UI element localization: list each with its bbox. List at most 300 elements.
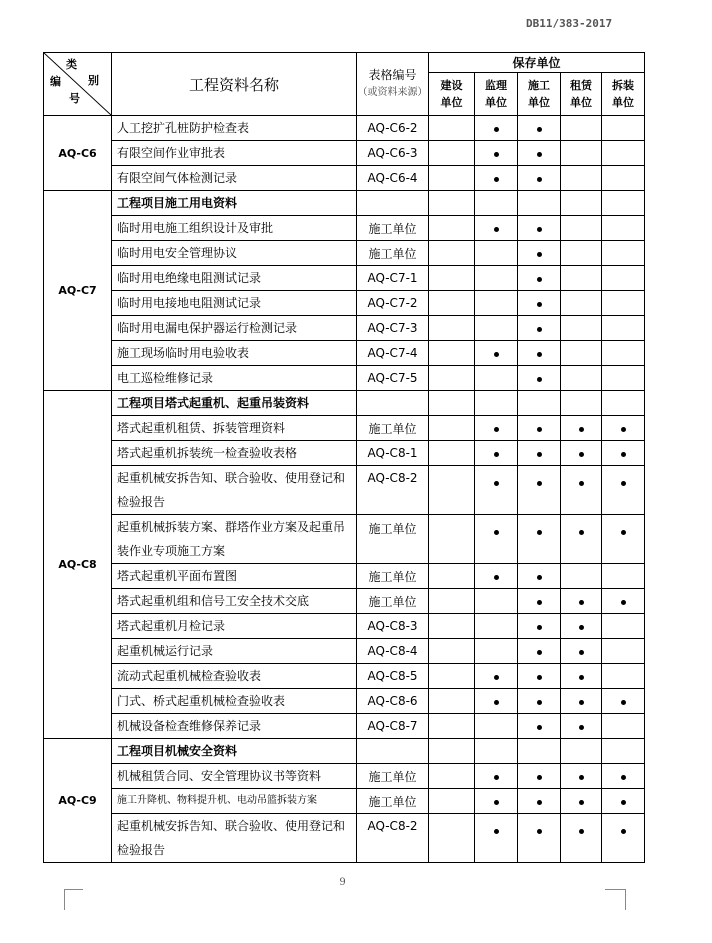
bullet-mark-icon xyxy=(537,481,542,486)
table-row xyxy=(44,341,645,366)
save-mark-cell xyxy=(602,366,645,391)
save-mark-cell xyxy=(602,416,645,441)
form-code xyxy=(357,191,429,216)
save-mark-cell xyxy=(602,814,645,863)
bullet-mark-icon xyxy=(494,352,499,357)
bullet-mark-icon xyxy=(579,700,584,705)
save-mark-cell xyxy=(518,241,561,266)
record-name: 临时用电漏电保护器运行检测记录 xyxy=(112,316,357,341)
bullet-mark-icon xyxy=(537,800,542,805)
save-mark-cell xyxy=(475,466,518,515)
bullet-mark-icon xyxy=(579,452,584,457)
save-mark-cell xyxy=(561,241,602,266)
save-mark-cell xyxy=(602,664,645,689)
document-standard-id: DB11/383-2017 xyxy=(526,17,613,30)
save-mark-cell xyxy=(475,814,518,863)
save-mark-cell xyxy=(602,216,645,241)
save-mark-cell xyxy=(518,739,561,764)
bullet-mark-icon xyxy=(579,800,584,805)
save-mark-cell xyxy=(602,614,645,639)
save-mark-cell xyxy=(475,416,518,441)
table-row xyxy=(44,166,645,191)
bullet-mark-icon xyxy=(579,829,584,834)
unit-line2: 单位 xyxy=(612,96,635,109)
save-mark-cell xyxy=(475,689,518,714)
record-name: 门式、桥式起重机械检查验收表 xyxy=(112,689,357,714)
save-mark-cell xyxy=(561,216,602,241)
save-mark-cell xyxy=(429,266,475,291)
save-mark-cell xyxy=(518,116,561,141)
bullet-mark-icon xyxy=(537,700,542,705)
bullet-mark-icon xyxy=(621,800,626,805)
unit-line2: 单位 xyxy=(440,96,463,109)
table-row xyxy=(44,614,645,639)
bullet-mark-icon xyxy=(537,530,542,535)
save-mark-cell xyxy=(602,291,645,316)
save-mark-cell xyxy=(429,316,475,341)
header-category-right: 别 xyxy=(88,74,99,87)
bullet-mark-icon xyxy=(537,377,542,382)
form-code: AQ-C7-4 xyxy=(357,341,429,366)
save-mark-cell xyxy=(518,391,561,416)
header-unit-supervisor xyxy=(475,73,518,116)
bullet-mark-icon xyxy=(494,530,499,535)
save-mark-cell xyxy=(561,191,602,216)
table-row xyxy=(44,316,645,341)
bullet-mark-icon xyxy=(537,575,542,580)
form-code: AQ-C8-7 xyxy=(357,714,429,739)
table-row xyxy=(44,266,645,291)
bullet-mark-icon xyxy=(537,600,542,605)
save-mark-cell xyxy=(561,614,602,639)
record-name: 流动式起重机械检查验收表 xyxy=(112,664,357,689)
save-mark-cell xyxy=(429,166,475,191)
unit-line1: 建设 xyxy=(440,79,463,92)
unit-line1: 监理 xyxy=(485,79,507,92)
table-row xyxy=(44,141,645,166)
form-code: 施工单位 xyxy=(357,589,429,614)
save-mark-cell xyxy=(429,739,475,764)
table-row xyxy=(44,416,645,441)
record-name: 起重机械运行记录 xyxy=(112,639,357,664)
table-row xyxy=(44,391,645,416)
bullet-mark-icon xyxy=(494,775,499,780)
record-name: 电工巡检维修记录 xyxy=(112,366,357,391)
header-unit-leasing xyxy=(561,73,602,116)
save-mark-cell xyxy=(429,341,475,366)
bullet-mark-icon xyxy=(621,600,626,605)
header-code-left: 编 xyxy=(50,75,61,88)
header-unit-installer xyxy=(602,73,645,116)
bullet-mark-icon xyxy=(537,327,542,332)
group-code: AQ-C7 xyxy=(44,191,112,391)
bullet-mark-icon xyxy=(537,427,542,432)
bullet-mark-icon xyxy=(537,152,542,157)
table-row xyxy=(44,466,645,515)
form-code: 施工单位 xyxy=(357,564,429,589)
save-mark-cell xyxy=(561,639,602,664)
bullet-mark-icon xyxy=(494,800,499,805)
save-mark-cell xyxy=(602,714,645,739)
header-document-name: 工程资料名称 xyxy=(112,53,357,116)
save-mark-cell xyxy=(429,366,475,391)
save-mark-cell xyxy=(429,216,475,241)
save-mark-cell xyxy=(429,789,475,814)
form-code: AQ-C8-2 xyxy=(357,466,429,515)
save-mark-cell xyxy=(429,614,475,639)
save-mark-cell xyxy=(561,391,602,416)
header-save-unit: 保存单位 xyxy=(429,53,645,73)
save-mark-cell xyxy=(518,141,561,166)
form-code: AQ-C8-2 xyxy=(357,814,429,863)
save-mark-cell xyxy=(475,191,518,216)
save-mark-cell xyxy=(561,739,602,764)
save-mark-cell xyxy=(475,714,518,739)
save-mark-cell xyxy=(561,564,602,589)
table-row xyxy=(44,739,645,764)
bullet-mark-icon xyxy=(621,700,626,705)
save-mark-cell xyxy=(518,614,561,639)
table-row xyxy=(44,291,645,316)
table-row xyxy=(44,116,645,141)
record-name: 塔式起重机拆装统一检查验收表格 xyxy=(112,441,357,466)
save-mark-cell xyxy=(475,564,518,589)
bullet-mark-icon xyxy=(621,775,626,780)
form-code: AQ-C6-3 xyxy=(357,141,429,166)
save-mark-cell xyxy=(518,515,561,564)
save-mark-cell xyxy=(518,191,561,216)
save-mark-cell xyxy=(561,714,602,739)
save-mark-cell xyxy=(602,564,645,589)
save-mark-cell xyxy=(475,441,518,466)
save-mark-cell xyxy=(429,191,475,216)
header-form-code-sub: （或资料来源） xyxy=(357,87,428,98)
bullet-mark-icon xyxy=(579,675,584,680)
save-mark-cell xyxy=(518,291,561,316)
record-name: 机械设备检查维修保养记录 xyxy=(112,714,357,739)
save-mark-cell xyxy=(429,291,475,316)
table-row xyxy=(44,216,645,241)
bullet-mark-icon xyxy=(621,452,626,457)
save-mark-cell xyxy=(602,241,645,266)
save-mark-cell xyxy=(429,664,475,689)
save-mark-cell xyxy=(561,664,602,689)
record-name: 工程项目机械安全资料 xyxy=(112,739,357,764)
form-code xyxy=(357,739,429,764)
form-code: AQ-C8-4 xyxy=(357,639,429,664)
save-mark-cell xyxy=(518,689,561,714)
record-name: 塔式起重机月检记录 xyxy=(112,614,357,639)
save-mark-cell xyxy=(561,466,602,515)
form-code: AQ-C8-1 xyxy=(357,441,429,466)
form-code: AQ-C7-1 xyxy=(357,266,429,291)
save-mark-cell xyxy=(475,166,518,191)
bullet-mark-icon xyxy=(537,302,542,307)
save-mark-cell xyxy=(475,789,518,814)
records-table xyxy=(43,52,645,863)
save-mark-cell xyxy=(518,216,561,241)
form-code: 施工单位 xyxy=(357,416,429,441)
group-code: AQ-C6 xyxy=(44,116,112,191)
category-code-header xyxy=(44,53,112,116)
header-unit-contractor xyxy=(518,73,561,116)
bullet-mark-icon xyxy=(494,427,499,432)
bullet-mark-icon xyxy=(621,481,626,486)
table-row xyxy=(44,241,645,266)
bullet-mark-icon xyxy=(494,481,499,486)
save-mark-cell xyxy=(602,116,645,141)
save-mark-cell xyxy=(475,341,518,366)
record-name: 临时用电绝缘电阻测试记录 xyxy=(112,266,357,291)
bullet-mark-icon xyxy=(494,177,499,182)
save-mark-cell xyxy=(602,689,645,714)
bullet-mark-icon xyxy=(537,675,542,680)
bullet-mark-icon xyxy=(494,575,499,580)
bullet-mark-icon xyxy=(537,277,542,282)
save-mark-cell xyxy=(518,814,561,863)
bullet-mark-icon xyxy=(579,650,584,655)
header-form-code xyxy=(357,53,429,116)
form-code: AQ-C8-6 xyxy=(357,689,429,714)
bullet-mark-icon xyxy=(537,352,542,357)
save-mark-cell xyxy=(475,391,518,416)
bullet-mark-icon xyxy=(579,625,584,630)
record-name: 有限空间气体检测记录 xyxy=(112,166,357,191)
table-row xyxy=(44,589,645,614)
save-mark-cell xyxy=(475,589,518,614)
save-mark-cell xyxy=(429,639,475,664)
bullet-mark-icon xyxy=(537,625,542,630)
table-row xyxy=(44,639,645,664)
save-mark-cell xyxy=(429,814,475,863)
form-code: AQ-C6-2 xyxy=(357,116,429,141)
record-name: 有限空间作业审批表 xyxy=(112,141,357,166)
bullet-mark-icon xyxy=(579,530,584,535)
bullet-mark-icon xyxy=(579,427,584,432)
bullet-mark-icon xyxy=(494,127,499,132)
save-mark-cell xyxy=(602,589,645,614)
save-mark-cell xyxy=(518,639,561,664)
save-mark-cell xyxy=(518,589,561,614)
record-name: 临时用电安全管理协议 xyxy=(112,241,357,266)
bullet-mark-icon xyxy=(537,775,542,780)
unit-line2: 单位 xyxy=(485,96,507,109)
save-mark-cell xyxy=(518,789,561,814)
table-row xyxy=(44,191,645,216)
header-category-top: 类 xyxy=(66,58,77,71)
save-mark-cell xyxy=(518,564,561,589)
table-row xyxy=(44,441,645,466)
unit-line2: 单位 xyxy=(570,96,592,109)
bullet-mark-icon xyxy=(494,675,499,680)
save-mark-cell xyxy=(602,466,645,515)
table-row xyxy=(44,366,645,391)
record-name: 工程项目施工用电资料 xyxy=(112,191,357,216)
bullet-mark-icon xyxy=(537,829,542,834)
save-mark-cell xyxy=(561,366,602,391)
record-name: 塔式起重机组和信号工安全技术交底 xyxy=(112,589,357,614)
save-mark-cell xyxy=(561,116,602,141)
table-row xyxy=(44,664,645,689)
bullet-mark-icon xyxy=(579,600,584,605)
save-mark-cell xyxy=(602,639,645,664)
bullet-mark-icon xyxy=(537,252,542,257)
bullet-mark-icon xyxy=(621,530,626,535)
record-name: 塔式起重机租赁、拆装管理资料 xyxy=(112,416,357,441)
group-code: AQ-C8 xyxy=(44,391,112,739)
save-mark-cell xyxy=(561,515,602,564)
save-mark-cell xyxy=(561,266,602,291)
save-mark-cell xyxy=(602,166,645,191)
save-mark-cell xyxy=(429,391,475,416)
save-mark-cell xyxy=(475,764,518,789)
save-mark-cell xyxy=(561,141,602,166)
save-mark-cell xyxy=(518,714,561,739)
save-mark-cell xyxy=(518,266,561,291)
save-mark-cell xyxy=(602,266,645,291)
bullet-mark-icon xyxy=(579,725,584,730)
save-mark-cell xyxy=(475,515,518,564)
table-row xyxy=(44,564,645,589)
save-mark-cell xyxy=(429,714,475,739)
save-mark-cell xyxy=(561,789,602,814)
form-code: AQ-C7-5 xyxy=(357,366,429,391)
save-mark-cell xyxy=(602,515,645,564)
save-mark-cell xyxy=(475,614,518,639)
table-row xyxy=(44,789,645,814)
save-mark-cell xyxy=(561,316,602,341)
group-code: AQ-C9 xyxy=(44,739,112,863)
unit-line1: 拆装 xyxy=(612,79,635,92)
save-mark-cell xyxy=(475,664,518,689)
save-mark-cell xyxy=(602,789,645,814)
save-mark-cell xyxy=(475,116,518,141)
form-code: AQ-C8-5 xyxy=(357,664,429,689)
header-form-code-title: 表格编号 xyxy=(368,68,417,82)
record-name: 塔式起重机平面布置图 xyxy=(112,564,357,589)
save-mark-cell xyxy=(429,241,475,266)
save-mark-cell xyxy=(518,366,561,391)
save-mark-cell xyxy=(475,639,518,664)
save-mark-cell xyxy=(475,739,518,764)
table-row xyxy=(44,515,645,564)
bullet-mark-icon xyxy=(621,829,626,834)
bullet-mark-icon xyxy=(537,650,542,655)
save-mark-cell xyxy=(518,441,561,466)
save-mark-cell xyxy=(602,739,645,764)
unit-line2: 单位 xyxy=(528,96,550,109)
save-mark-cell xyxy=(602,341,645,366)
save-mark-cell xyxy=(518,664,561,689)
save-mark-cell xyxy=(518,316,561,341)
record-name: 起重机械安拆告知、联合验收、使用登记和检验报告 xyxy=(112,814,357,863)
record-name: 工程项目塔式起重机、起重吊装资料 xyxy=(112,391,357,416)
form-code: 施工单位 xyxy=(357,241,429,266)
form-code: 施工单位 xyxy=(357,216,429,241)
save-mark-cell xyxy=(429,515,475,564)
save-mark-cell xyxy=(429,589,475,614)
record-name: 施工现场临时用电验收表 xyxy=(112,341,357,366)
bullet-mark-icon xyxy=(537,452,542,457)
header-code-bottom: 号 xyxy=(69,92,80,105)
save-mark-cell xyxy=(561,341,602,366)
save-mark-cell xyxy=(561,416,602,441)
save-mark-cell xyxy=(429,416,475,441)
bullet-mark-icon xyxy=(494,829,499,834)
save-mark-cell xyxy=(561,589,602,614)
table-row xyxy=(44,814,645,863)
save-mark-cell xyxy=(475,241,518,266)
record-name: 施工升降机、物料提升机、电动吊篮拆装方案 xyxy=(112,789,357,814)
bullet-mark-icon xyxy=(537,227,542,232)
record-name: 人工挖扩孔桩防护检查表 xyxy=(112,116,357,141)
form-code: 施工单位 xyxy=(357,515,429,564)
form-code: AQ-C7-3 xyxy=(357,316,429,341)
form-code: 施工单位 xyxy=(357,764,429,789)
bullet-mark-icon xyxy=(494,152,499,157)
save-mark-cell xyxy=(475,216,518,241)
form-code: AQ-C7-2 xyxy=(357,291,429,316)
table-row xyxy=(44,689,645,714)
form-code: AQ-C6-4 xyxy=(357,166,429,191)
save-mark-cell xyxy=(561,166,602,191)
save-mark-cell xyxy=(429,689,475,714)
save-mark-cell xyxy=(602,764,645,789)
save-mark-cell xyxy=(561,689,602,714)
save-mark-cell xyxy=(475,316,518,341)
save-mark-cell xyxy=(429,141,475,166)
record-name: 起重机械拆装方案、群塔作业方案及起重吊装作业专项施工方案 xyxy=(112,515,357,564)
table-row xyxy=(44,764,645,789)
bullet-mark-icon xyxy=(579,775,584,780)
crop-mark-bottom-left xyxy=(64,889,83,910)
form-code xyxy=(357,391,429,416)
crop-mark-bottom-right xyxy=(605,889,626,910)
save-mark-cell xyxy=(518,466,561,515)
save-mark-cell xyxy=(429,466,475,515)
record-name: 起重机械安拆告知、联合验收、使用登记和检验报告 xyxy=(112,466,357,515)
form-code: AQ-C8-3 xyxy=(357,614,429,639)
save-mark-cell xyxy=(561,764,602,789)
save-mark-cell xyxy=(429,116,475,141)
save-mark-cell xyxy=(602,441,645,466)
save-mark-cell xyxy=(475,366,518,391)
record-name: 临时用电接地电阻测试记录 xyxy=(112,291,357,316)
save-mark-cell xyxy=(518,764,561,789)
bullet-mark-icon xyxy=(537,127,542,132)
save-mark-cell xyxy=(602,391,645,416)
save-mark-cell xyxy=(561,441,602,466)
header-unit-owner xyxy=(429,73,475,116)
bullet-mark-icon xyxy=(621,427,626,432)
save-mark-cell xyxy=(561,291,602,316)
form-code: 施工单位 xyxy=(357,789,429,814)
page-number: 9 xyxy=(339,877,346,888)
save-mark-cell xyxy=(518,341,561,366)
unit-line1: 施工 xyxy=(528,79,550,92)
bullet-mark-icon xyxy=(494,452,499,457)
save-mark-cell xyxy=(602,316,645,341)
save-mark-cell xyxy=(429,441,475,466)
bullet-mark-icon xyxy=(579,481,584,486)
save-mark-cell xyxy=(561,814,602,863)
save-mark-cell xyxy=(518,166,561,191)
table-row xyxy=(44,714,645,739)
unit-line1: 租赁 xyxy=(570,79,592,92)
bullet-mark-icon xyxy=(537,725,542,730)
save-mark-cell xyxy=(429,564,475,589)
save-mark-cell xyxy=(602,141,645,166)
